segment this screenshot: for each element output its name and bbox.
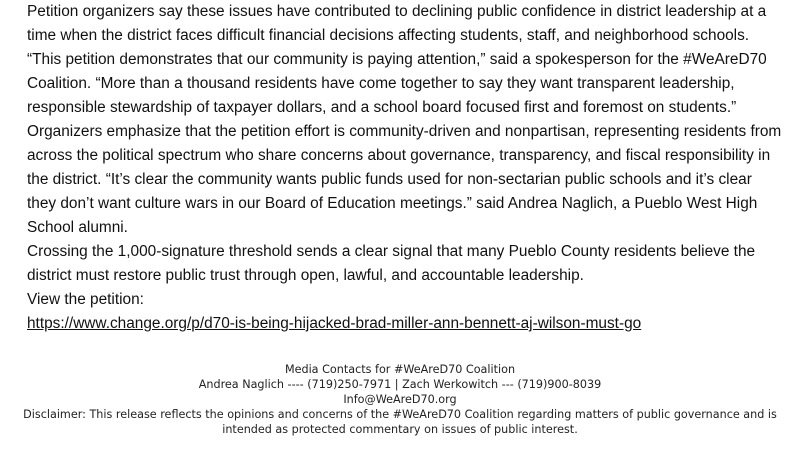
paragraph-confidence: Petition organizers say these issues have contributed to declining public confidence in district leadership at a time when the district faces difficult financial decisions affecting students, staff, and neighborhood schools. “This petition demonstrates that our community is paying attention,” said a spokesperson for the #WeAreD70 Coalition. “More than a thousand residents have come together to say they want transparent leadership, responsible stewardship of taxpayer dollars, and a school board focused first and foremost on students.” xyxy=(27,3,767,116)
paragraph-nonpartisan: Organizers emphasize that the petition effort is community-driven and nonpartisan, representing residents from across the political spectrum who share concerns about governance, transparency, and fiscal responsibility in the district. “It’s clear the community wants public funds used for non-sectarian public schools and it’s clear they don’t want culture wars in our Board of Education meetings.” said Andrea Naglich, a Pueblo West High School alumni. xyxy=(27,123,782,236)
disclaimer-text: Disclaimer: This release reflects the opinions and concerns of the #WeAreD70 Coalition regarding matters of public governance and is intended as protected commentary on issues of public interest. xyxy=(23,408,777,436)
paragraph-threshold: Crossing the 1,000-signature threshold sends a clear signal that many Pueblo County residents believe the district must restore public trust through open, lawful, and accountable leadership. xyxy=(27,243,756,284)
view-petition-label: View the petition: xyxy=(27,291,144,308)
petition-link[interactable]: https://www.change.org/p/d70-is-being-hijacked-brad-miller-ann-bennett-aj-wilson-must-go xyxy=(27,315,642,332)
media-contacts-heading: Media Contacts for #WeAreD70 Coalition xyxy=(284,363,516,376)
media-contacts-footer xyxy=(0,362,800,437)
article-body xyxy=(27,0,782,336)
contact-email: Info@WeAreD70.org xyxy=(343,393,457,406)
contacts-phone-line: Andrea Naglich ---- (719)250-7971 | Zach Werkowitch --- (719)900-8039 xyxy=(198,378,602,391)
